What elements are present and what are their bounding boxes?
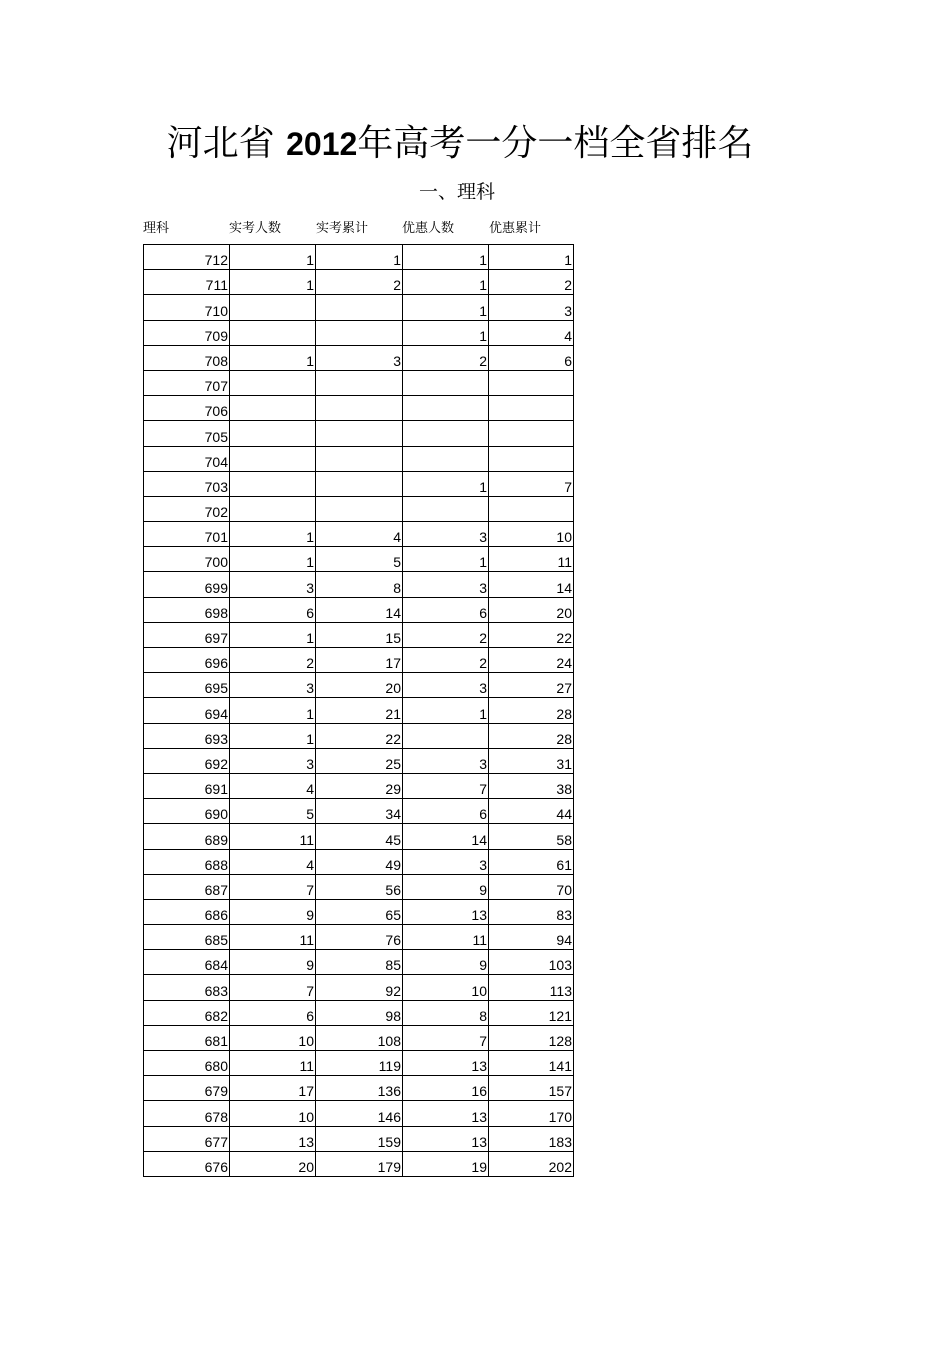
- cell-bonus-cumulative: 128: [489, 1025, 574, 1050]
- cell-actual-cumulative: 34: [316, 799, 403, 824]
- cell-bonus-count: 1: [403, 320, 489, 345]
- cell-bonus-count: 2: [403, 345, 489, 370]
- cell-actual-count: [230, 370, 316, 395]
- cell-actual-count: 9: [230, 950, 316, 975]
- cell-bonus-cumulative: 20: [489, 597, 574, 622]
- cell-actual-count: 5: [230, 799, 316, 824]
- table-row: [144, 270, 574, 295]
- cell-bonus-count: 6: [403, 799, 489, 824]
- table-row: [144, 1126, 574, 1151]
- cell-bonus-count: 2: [403, 648, 489, 673]
- table-row: [144, 471, 574, 496]
- cell-bonus-count: 11: [403, 925, 489, 950]
- table-row: [144, 698, 574, 723]
- cell-score: 681: [144, 1025, 230, 1050]
- section-subtitle: 一、理科: [418, 181, 495, 203]
- cell-score: 711: [144, 270, 230, 295]
- table-row: [144, 345, 574, 370]
- header-actual-cumulative: 实考累计: [316, 221, 369, 236]
- cell-bonus-cumulative: 27: [489, 673, 574, 698]
- cell-score: 679: [144, 1076, 230, 1101]
- cell-bonus-count: [403, 723, 489, 748]
- cell-actual-cumulative: [316, 320, 403, 345]
- cell-actual-count: 1: [230, 622, 316, 647]
- cell-actual-count: 6: [230, 1000, 316, 1025]
- cell-actual-cumulative: 17: [316, 648, 403, 673]
- cell-actual-cumulative: 146: [316, 1101, 403, 1126]
- cell-score: 692: [144, 748, 230, 773]
- table-row: [144, 496, 574, 521]
- cell-bonus-count: 1: [403, 295, 489, 320]
- cell-bonus-count: 10: [403, 975, 489, 1000]
- table-row: [144, 925, 574, 950]
- cell-actual-count: 7: [230, 975, 316, 1000]
- cell-score: 706: [144, 396, 230, 421]
- cell-bonus-cumulative: 103: [489, 950, 574, 975]
- cell-score: 710: [144, 295, 230, 320]
- table-row: [144, 673, 574, 698]
- cell-bonus-count: 13: [403, 899, 489, 924]
- cell-bonus-count: 14: [403, 824, 489, 849]
- header-score: 理科: [143, 221, 170, 236]
- table-row: [144, 849, 574, 874]
- cell-score: 688: [144, 849, 230, 874]
- cell-bonus-count: 1: [403, 547, 489, 572]
- ranking-table-body: [144, 245, 574, 1177]
- cell-actual-count: 11: [230, 824, 316, 849]
- cell-score: 707: [144, 370, 230, 395]
- cell-bonus-cumulative: 14: [489, 572, 574, 597]
- cell-bonus-cumulative: 11: [489, 547, 574, 572]
- cell-actual-count: 17: [230, 1076, 316, 1101]
- cell-actual-cumulative: [316, 295, 403, 320]
- table-row: [144, 824, 574, 849]
- title-province: 河北省: [166, 123, 275, 164]
- cell-bonus-cumulative: [489, 396, 574, 421]
- cell-actual-count: [230, 496, 316, 521]
- cell-actual-cumulative: 92: [316, 975, 403, 1000]
- cell-score: 677: [144, 1126, 230, 1151]
- cell-bonus-count: 1: [403, 698, 489, 723]
- cell-score: 680: [144, 1051, 230, 1076]
- cell-actual-count: 1: [230, 698, 316, 723]
- table-row: [144, 1101, 574, 1126]
- cell-bonus-cumulative: 58: [489, 824, 574, 849]
- cell-bonus-cumulative: [489, 496, 574, 521]
- ranking-table: [143, 244, 574, 1177]
- cell-bonus-count: 1: [403, 471, 489, 496]
- cell-actual-count: 3: [230, 572, 316, 597]
- cell-bonus-count: 9: [403, 950, 489, 975]
- cell-actual-cumulative: 76: [316, 925, 403, 950]
- cell-actual-cumulative: 14: [316, 597, 403, 622]
- cell-actual-count: 11: [230, 925, 316, 950]
- cell-bonus-count: 2: [403, 622, 489, 647]
- cell-actual-cumulative: 98: [316, 1000, 403, 1025]
- cell-actual-cumulative: 65: [316, 899, 403, 924]
- cell-actual-count: 11: [230, 1051, 316, 1076]
- cell-score: 697: [144, 622, 230, 647]
- cell-score: 691: [144, 773, 230, 798]
- table-row: [144, 547, 574, 572]
- table-row: [144, 748, 574, 773]
- cell-actual-cumulative: 56: [316, 874, 403, 899]
- header-bonus-cumulative: 优惠累计: [489, 221, 542, 236]
- cell-actual-count: [230, 471, 316, 496]
- cell-bonus-cumulative: 141: [489, 1051, 574, 1076]
- cell-actual-count: [230, 295, 316, 320]
- cell-score: 683: [144, 975, 230, 1000]
- table-row: [144, 572, 574, 597]
- cell-bonus-count: 19: [403, 1151, 489, 1176]
- cell-score: 682: [144, 1000, 230, 1025]
- table-row: [144, 245, 574, 270]
- cell-bonus-cumulative: [489, 370, 574, 395]
- table-row: [144, 1076, 574, 1101]
- cell-bonus-cumulative: 38: [489, 773, 574, 798]
- table-row: [144, 1051, 574, 1076]
- cell-bonus-cumulative: 24: [489, 648, 574, 673]
- cell-score: 712: [144, 245, 230, 270]
- table-row: [144, 522, 574, 547]
- cell-bonus-cumulative: [489, 446, 574, 471]
- cell-actual-count: [230, 320, 316, 345]
- table-row: [144, 396, 574, 421]
- cell-bonus-count: 16: [403, 1076, 489, 1101]
- cell-bonus-count: [403, 421, 489, 446]
- cell-bonus-cumulative: 31: [489, 748, 574, 773]
- cell-score: 685: [144, 925, 230, 950]
- cell-actual-cumulative: [316, 421, 403, 446]
- table-row: [144, 320, 574, 345]
- cell-actual-cumulative: 22: [316, 723, 403, 748]
- cell-score: 700: [144, 547, 230, 572]
- cell-score: 689: [144, 824, 230, 849]
- cell-bonus-cumulative: 94: [489, 925, 574, 950]
- cell-actual-cumulative: 25: [316, 748, 403, 773]
- cell-bonus-cumulative: 4: [489, 320, 574, 345]
- cell-actual-cumulative: 179: [316, 1151, 403, 1176]
- table-row: [144, 622, 574, 647]
- cell-score: 709: [144, 320, 230, 345]
- cell-bonus-cumulative: 202: [489, 1151, 574, 1176]
- cell-actual-count: 2: [230, 648, 316, 673]
- cell-score: 696: [144, 648, 230, 673]
- table-row: [144, 295, 574, 320]
- cell-actual-count: 1: [230, 270, 316, 295]
- cell-bonus-count: 3: [403, 522, 489, 547]
- table-row: [144, 1151, 574, 1176]
- cell-actual-cumulative: 49: [316, 849, 403, 874]
- cell-bonus-count: 13: [403, 1126, 489, 1151]
- cell-actual-count: 9: [230, 899, 316, 924]
- cell-actual-cumulative: [316, 446, 403, 471]
- cell-score: 698: [144, 597, 230, 622]
- cell-score: 695: [144, 673, 230, 698]
- cell-bonus-count: 3: [403, 572, 489, 597]
- title-suffix: 年高考一分一档全省排名: [357, 123, 754, 164]
- cell-actual-cumulative: 5: [316, 547, 403, 572]
- cell-bonus-count: 3: [403, 849, 489, 874]
- cell-actual-count: 3: [230, 748, 316, 773]
- cell-actual-count: 3: [230, 673, 316, 698]
- cell-actual-count: 1: [230, 345, 316, 370]
- cell-bonus-count: 9: [403, 874, 489, 899]
- cell-actual-cumulative: 85: [316, 950, 403, 975]
- cell-actual-cumulative: 20: [316, 673, 403, 698]
- cell-bonus-cumulative: 3: [489, 295, 574, 320]
- table-row: [144, 799, 574, 824]
- cell-actual-cumulative: 29: [316, 773, 403, 798]
- table-row: [144, 421, 574, 446]
- cell-score: 676: [144, 1151, 230, 1176]
- cell-actual-count: 7: [230, 874, 316, 899]
- cell-score: 694: [144, 698, 230, 723]
- cell-score: 678: [144, 1101, 230, 1126]
- cell-score: 699: [144, 572, 230, 597]
- cell-score: 686: [144, 899, 230, 924]
- cell-score: 693: [144, 723, 230, 748]
- cell-actual-cumulative: 108: [316, 1025, 403, 1050]
- table-row: [144, 1025, 574, 1050]
- header-actual-count: 实考人数: [229, 221, 282, 236]
- table-header: [143, 218, 573, 240]
- cell-actual-cumulative: [316, 396, 403, 421]
- table-row: [144, 597, 574, 622]
- cell-actual-count: 1: [230, 245, 316, 270]
- cell-bonus-cumulative: 28: [489, 723, 574, 748]
- cell-bonus-cumulative: 61: [489, 849, 574, 874]
- cell-bonus-count: [403, 496, 489, 521]
- cell-actual-count: 13: [230, 1126, 316, 1151]
- cell-bonus-cumulative: 121: [489, 1000, 574, 1025]
- cell-score: 701: [144, 522, 230, 547]
- cell-bonus-cumulative: 44: [489, 799, 574, 824]
- cell-bonus-cumulative: 83: [489, 899, 574, 924]
- cell-actual-cumulative: 136: [316, 1076, 403, 1101]
- cell-actual-cumulative: 45: [316, 824, 403, 849]
- cell-score: 705: [144, 421, 230, 446]
- cell-bonus-cumulative: 113: [489, 975, 574, 1000]
- cell-actual-count: [230, 446, 316, 471]
- cell-bonus-count: 13: [403, 1101, 489, 1126]
- cell-bonus-cumulative: 183: [489, 1126, 574, 1151]
- cell-bonus-count: [403, 446, 489, 471]
- table-row: [144, 446, 574, 471]
- cell-actual-cumulative: 21: [316, 698, 403, 723]
- cell-actual-count: 1: [230, 723, 316, 748]
- cell-bonus-count: 1: [403, 270, 489, 295]
- cell-bonus-cumulative: 10: [489, 522, 574, 547]
- cell-actual-cumulative: 3: [316, 345, 403, 370]
- table-row: [144, 648, 574, 673]
- header-bonus-count: 优惠人数: [402, 221, 455, 236]
- cell-actual-cumulative: [316, 496, 403, 521]
- cell-bonus-count: 3: [403, 673, 489, 698]
- cell-bonus-count: 8: [403, 1000, 489, 1025]
- cell-actual-cumulative: 8: [316, 572, 403, 597]
- cell-actual-count: 10: [230, 1025, 316, 1050]
- cell-actual-count: 6: [230, 597, 316, 622]
- cell-actual-cumulative: 119: [316, 1051, 403, 1076]
- cell-bonus-cumulative: 157: [489, 1076, 574, 1101]
- table-row: [144, 773, 574, 798]
- cell-bonus-cumulative: [489, 421, 574, 446]
- cell-actual-count: 4: [230, 849, 316, 874]
- table-row: [144, 975, 574, 1000]
- cell-score: 703: [144, 471, 230, 496]
- cell-bonus-cumulative: 170: [489, 1101, 574, 1126]
- cell-actual-count: 1: [230, 522, 316, 547]
- cell-actual-cumulative: [316, 370, 403, 395]
- table-row: [144, 723, 574, 748]
- cell-bonus-cumulative: 2: [489, 270, 574, 295]
- cell-bonus-count: 1: [403, 245, 489, 270]
- cell-actual-count: 1: [230, 547, 316, 572]
- cell-actual-cumulative: 15: [316, 622, 403, 647]
- cell-actual-count: [230, 421, 316, 446]
- table-row: [144, 950, 574, 975]
- cell-actual-cumulative: 1: [316, 245, 403, 270]
- cell-actual-count: [230, 396, 316, 421]
- cell-actual-count: 20: [230, 1151, 316, 1176]
- cell-bonus-count: [403, 396, 489, 421]
- cell-bonus-cumulative: 22: [489, 622, 574, 647]
- cell-bonus-count: 6: [403, 597, 489, 622]
- cell-bonus-count: 13: [403, 1051, 489, 1076]
- cell-actual-count: 4: [230, 773, 316, 798]
- cell-bonus-cumulative: 70: [489, 874, 574, 899]
- table-row: [144, 1000, 574, 1025]
- cell-bonus-cumulative: 28: [489, 698, 574, 723]
- table-row: [144, 370, 574, 395]
- cell-bonus-count: [403, 370, 489, 395]
- cell-bonus-cumulative: 7: [489, 471, 574, 496]
- cell-score: 687: [144, 874, 230, 899]
- cell-score: 708: [144, 345, 230, 370]
- table-row: [144, 899, 574, 924]
- cell-score: 690: [144, 799, 230, 824]
- cell-score: 704: [144, 446, 230, 471]
- table-row: [144, 874, 574, 899]
- cell-score: 684: [144, 950, 230, 975]
- cell-score: 702: [144, 496, 230, 521]
- cell-bonus-count: 3: [403, 748, 489, 773]
- page-title: [0, 120, 920, 168]
- cell-actual-cumulative: 2: [316, 270, 403, 295]
- cell-bonus-count: 7: [403, 773, 489, 798]
- cell-bonus-cumulative: 6: [489, 345, 574, 370]
- title-year: 2012: [286, 126, 358, 162]
- cell-actual-cumulative: [316, 471, 403, 496]
- cell-actual-cumulative: 159: [316, 1126, 403, 1151]
- cell-bonus-cumulative: 1: [489, 245, 574, 270]
- cell-actual-cumulative: 4: [316, 522, 403, 547]
- cell-actual-count: 10: [230, 1101, 316, 1126]
- cell-bonus-count: 7: [403, 1025, 489, 1050]
